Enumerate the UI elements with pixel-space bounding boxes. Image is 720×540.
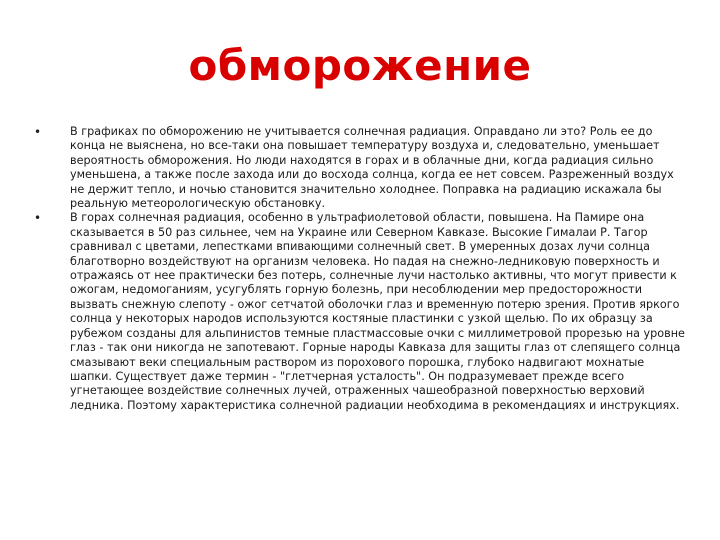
slide-title: обморожение [188, 41, 532, 90]
bullet-item-1 [34, 125, 686, 211]
bullet-marker-icon: • [34, 211, 42, 226]
bullet-text-mountain-radiation: В горах солнечная радиация, особенно в ультрафиолетовой области, повышена. На Памире она сказывается в 50 раз сильнее, чем на Украине или Северном Кавказе. Высокие Гималаи Р. Тагор сравнивал с цветами, лепестками впивающими солнечный свет. В умеренных дозах лучи солнца благотворно воздействуют на организм человека. Но падая на снежно-ледниковую поверхность и отражаясь от нее практически без потерь, солнечные лучи настолько активны, что могут привести к ожогам, недомоганиям, усугублять горную болезнь, при несоблюдении мер предосторожности вызвать снежную слепоту - ожог сетчатой оболочки глаз и временную потерю зрения. Против яркого солнца у некоторых народов используются костяные пластинки с узкой щелью. По их образцу за рубежом созданы для альпинистов темные пластмассовые очки с миллиметровой прорезью на уровне глаз - так они никогда не запотевают. Горные народы Кавказа для защиты глаз от слепящего солнца смазывают веки специальным раствором из порохового порошка, глубоко надвигают мохнатые шапки. Существует даже термин - "глетчерная усталость". Он подразумевает прежде всего угнетающее воздействие солнечных лучей, отраженных чашеобразной поверхностью верховий ледника. Поэтому характеристика солнечной радиации необходима в рекомендациях и инструкциях. [70, 211, 685, 412]
bullet-text-solar-radiation-charts: В графиках по обморожению не учитывается солнечная радиация. Оправдано ли это? Роль ее до конца не выяснена, но все-таки она повышает температуру воздуха и, следовательно, уменьшает вероятность обморожения. Но люди находятся в горах и в облачные дни, когда радиация сильно уменьшена, а также после захода или до восхода солнца, когда ее нет совсем. Разреженный воздух не держит тепло, и ночью становится значительно холоднее. Поправка на радиацию искажала бы реальную метеорологическую обстановку. [70, 125, 674, 211]
bullet-item-2 [34, 211, 686, 413]
bullet-list [34, 125, 686, 413]
bullet-marker-icon: • [34, 125, 42, 139]
